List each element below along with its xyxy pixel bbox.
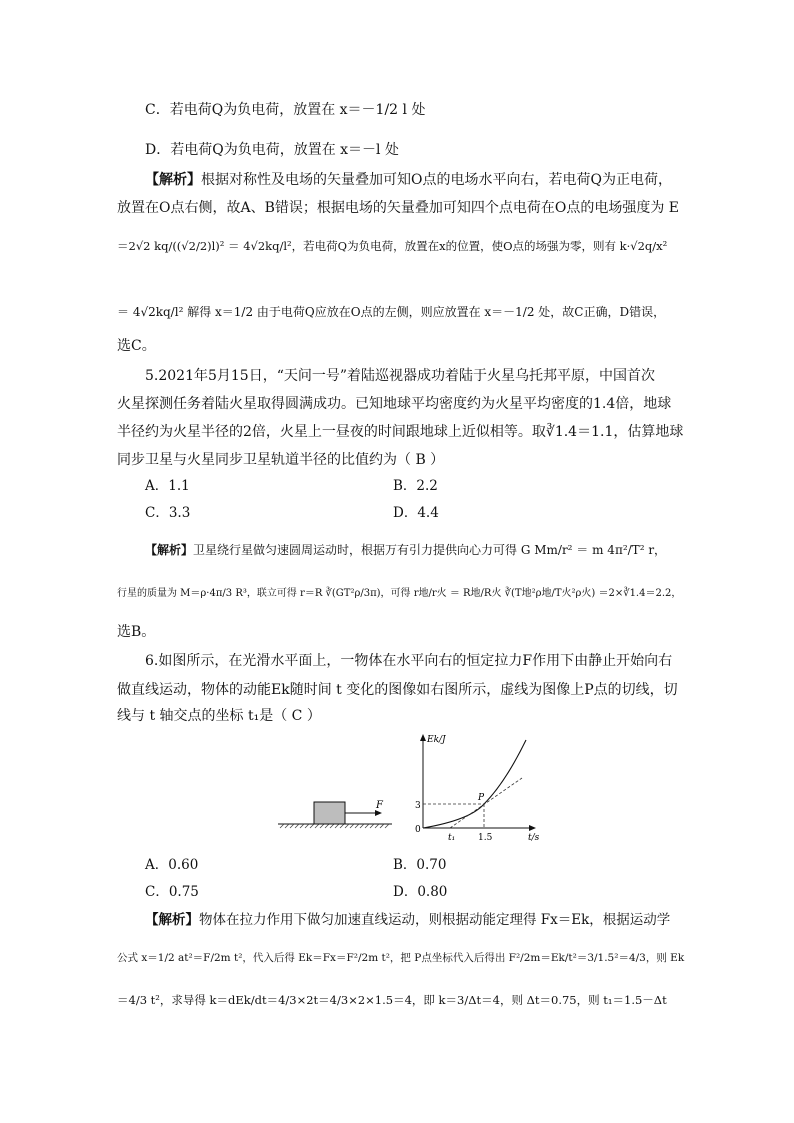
x-axis-label: t/s xyxy=(528,833,540,843)
analysis-formula-line: 行星的质量为 M＝ρ·4π/3 R³，联立可得 r＝R ∛(GT²ρ/3π)，可得 r地/r火 ＝ R地/R火 ∛(T地²ρ地/T火²ρ火) ＝2×∛1.4＝2.2， xyxy=(117,588,682,599)
analysis-line: 放置在O点右侧，故A、B错误；根据电场的矢量叠加可知四个点电荷在O点的电场强度为 E xyxy=(117,200,680,216)
question-5-line: 5.2021年5月15日，“天问一号”着陆巡视器成功着陆于火星乌托邦平原，中国首次 xyxy=(145,368,656,384)
force-label: F xyxy=(376,800,383,811)
question-5-line: 半径约为火星半径的2倍，火星上一昼夜的时间跟地球上近似相等。取∛1.4＝1.1，估算地球 xyxy=(117,424,684,440)
y-tick-label: 3 xyxy=(415,801,421,811)
guide-lines xyxy=(423,804,484,828)
analysis-line: 【解析】根据对称性及电场的矢量叠加可知O点的电场水平向右，若电荷Q为正电荷， xyxy=(145,172,672,188)
question-6-line: 6.如图所示，在光滑水平面上，一物体在水平向右的恒定拉力F作用下由静止开始向右 xyxy=(145,653,673,669)
analysis-formula-line: ＝4/3 t²，求导得 k＝dEk/dt＝4/3×2t＝4/3×2×1.5＝4，即 k＝3/Δt＝4，则 Δt＝0.75，则 t₁＝1.5－Δt xyxy=(117,993,667,1007)
q6-option-d: D．0.80 xyxy=(393,884,448,900)
ground xyxy=(278,824,392,828)
graph-axes xyxy=(420,734,536,831)
option-c-text: C．若电荷Q为负电荷，放置在 x＝－1/2 l 处 xyxy=(145,102,426,118)
question-6-line: 做直线运动，物体的动能Ek随时间 t 变化的图像如右图所示，虚线为图像上P点的切线，切 xyxy=(117,682,678,698)
analysis-line: 选B。 xyxy=(117,624,156,640)
analysis-tag: 【解析】 xyxy=(145,543,194,557)
analysis-line: 【解析】物体在拉力作用下做匀加速直线运动，则根据动能定理得 Fx＝Ek，根据运动学 xyxy=(145,912,671,928)
analysis-formula-line: ＝2√2 kq/((√2/2)l)² ＝ 4√2kq/l²，若电荷Q为负电荷，放置在x的位置，使O点的场强为零，则有 k·√2q/x² xyxy=(117,239,668,253)
tangent-line xyxy=(450,778,522,828)
y-axis-label: Ek/J xyxy=(427,735,446,745)
question-5-line: 火星探测任务着陆火星取得圆满成功。已知地球平均密度约为火星平均密度的1.4倍，地球 xyxy=(117,396,672,412)
q5-option-a: A．1.1 xyxy=(145,478,190,494)
question-6-figure xyxy=(0,728,794,858)
ek-curve xyxy=(423,740,526,828)
analysis-formula-line: ＝ 4√2kq/l² 解得 x＝1/2 由于电荷Q应放在O点的左侧，则应放置在 x＝－1/2 处，故C正确，D错误， xyxy=(117,305,666,319)
analysis-line: 【解析】卫星绕行星做匀速圆周运动时，根据万有引力提供向心力可得 G Mm/r² ＝ m 4π²/T² r， xyxy=(145,543,667,557)
question-5-line: 同步卫星与火星同步卫星轨道半径的比值约为（ B ） xyxy=(117,452,445,468)
q5-option-c: C．3.3 xyxy=(145,505,191,521)
block xyxy=(314,802,345,824)
q6-option-c: C．0.75 xyxy=(145,884,199,900)
question-6-line: 线与 t 轴交点的坐标 t₁是（ C ） xyxy=(117,708,321,724)
analysis-tag: 【解析】 xyxy=(145,912,199,928)
t1-label: t₁ xyxy=(448,833,456,843)
q6-option-b: B．0.70 xyxy=(393,857,447,873)
x-tick-label: 1.5 xyxy=(478,833,493,843)
q5-option-d: D．4.4 xyxy=(393,505,439,521)
analysis-formula-line: 公式 x＝1/2 at²＝F/2m t²，代入后得 Ek＝Fx＝F²/2m t²，把 P点坐标代入后得出 F²/2m＝Ek/t²＝3/1.5²＝4/3，则 Ek xyxy=(117,952,685,964)
point-p-label: P xyxy=(478,793,485,803)
q5-option-b: B．2.2 xyxy=(393,478,438,494)
origin-label: 0 xyxy=(415,825,421,835)
analysis-tag: 【解析】 xyxy=(145,172,201,188)
q6-option-a: A．0.60 xyxy=(145,857,199,873)
option-d-text: D．若电荷Q为负电荷，放置在 x＝－l 处 xyxy=(145,142,399,158)
analysis-line: 选C。 xyxy=(117,338,156,354)
